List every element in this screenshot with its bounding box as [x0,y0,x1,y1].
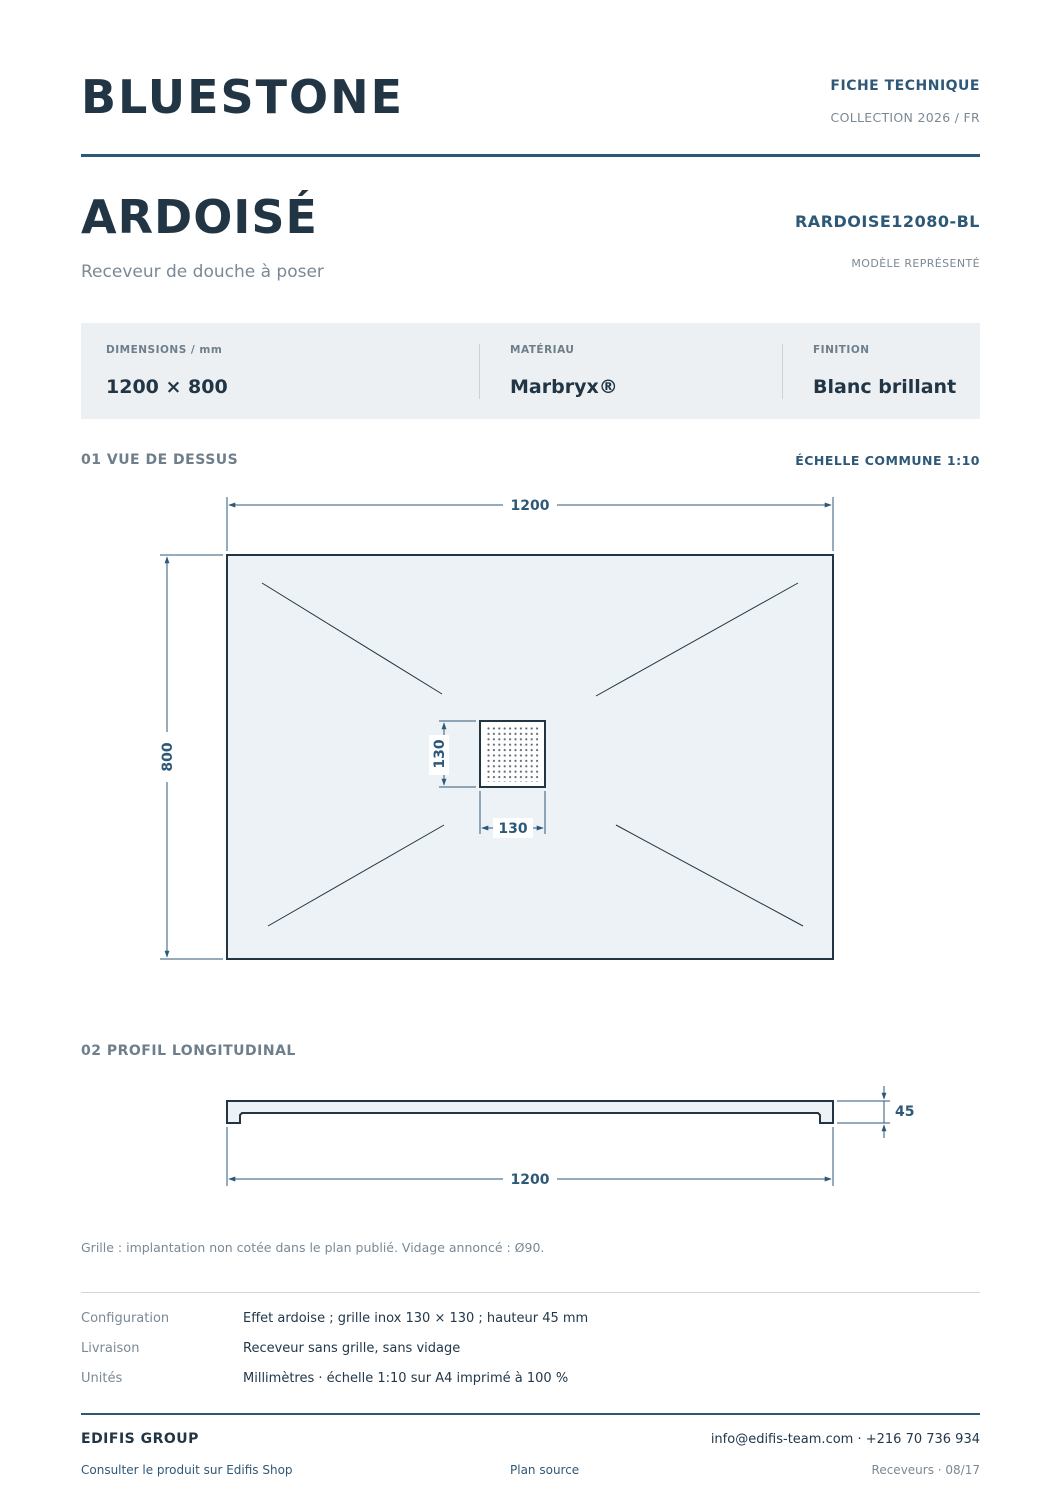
footer-divider [81,1413,980,1415]
width-dimension-label: 1200 [510,498,550,514]
page-number: Receveurs · 08/17 [871,1463,980,1477]
source-plan-link[interactable]: Plan source [510,1463,580,1477]
detail-value: Millimètres · échelle 1:10 sur A4 imprimé à 100 % [243,1371,569,1386]
grate-width-label: 130 [498,821,528,837]
detail-label: Configuration [81,1311,170,1326]
spec-label: FINITION [813,344,870,356]
company-name: EDIFIS GROUP [81,1431,199,1447]
collection-label: COLLECTION 2026 / FR [830,110,980,125]
grate-height-label: 130 [432,739,448,769]
length-dimension-label: 1200 [510,1172,550,1188]
detail-value: Receveur sans grille, sans vidage [243,1341,461,1356]
drawing-note: Grille : implantation non cotée dans le plan publié. Vidage annoncé : Ø90. [81,1240,545,1255]
document-type: FICHE TECHNIQUE [830,78,980,94]
spec-label: MATÉRIAU [510,344,575,356]
product-name: ARDOISÉ [81,190,318,244]
profile-view [227,1086,914,1188]
profile-height-label: 45 [895,1104,915,1120]
contact-info: info@edifis-team.com · +216 70 736 934 [710,1432,980,1447]
spec-value: Marbryx® [510,376,618,398]
product-subtitle: Receveur de douche à poser [81,262,324,282]
details-divider [81,1292,980,1293]
scale-label: ÉCHELLE COMMUNE 1:10 [795,453,980,468]
drain-holes [486,726,540,782]
reference-note: MODÈLE REPRÉSENTÉ [851,257,980,270]
detail-label: Unités [81,1371,123,1386]
spec-value: Blanc brillant [813,376,957,398]
section-title-profile: 02 PROFIL LONGITUDINAL [81,1043,296,1059]
shop-link[interactable]: Consulter le produit sur Edifis Shop [81,1463,293,1477]
profile-outline [227,1101,833,1123]
detail-label: Livraison [81,1341,140,1356]
product-reference: RARDOISE12080-BL [794,212,980,231]
spec-label: DIMENSIONS / mm [106,344,223,356]
spec-value: 1200 × 800 [106,376,228,398]
section-title-top-view: 01 VUE DE DESSUS [81,452,239,468]
brand-title: BLUESTONE [81,70,405,124]
top-view [160,497,833,959]
detail-value: Effet ardoise ; grille inox 130 × 130 ; hauteur 45 mm [243,1311,589,1326]
height-dimension-label: 800 [160,742,176,772]
